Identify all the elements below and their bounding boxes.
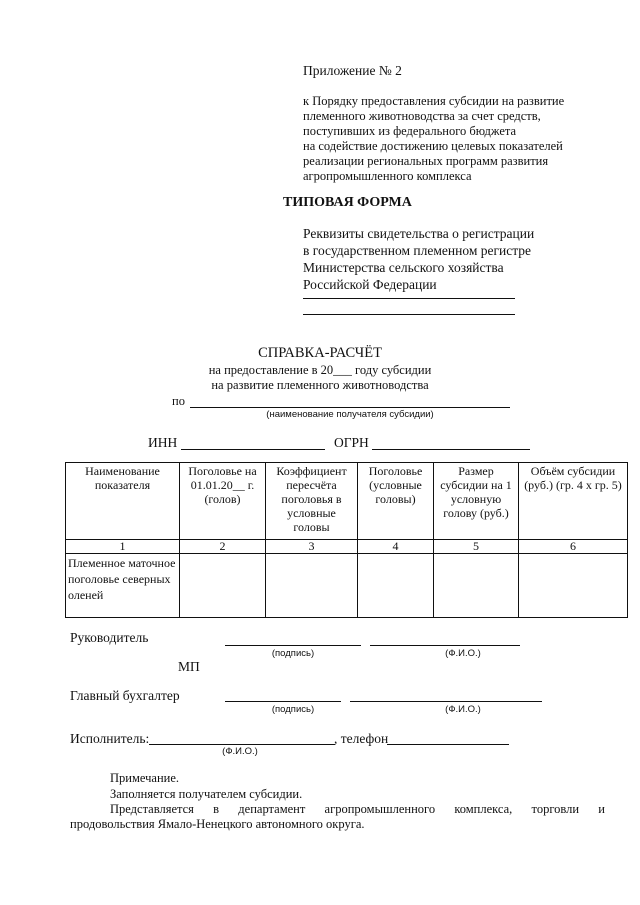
executor-label: Исполнитель: — [70, 731, 150, 746]
cell-conversion-coefficient[interactable] — [266, 554, 358, 618]
recipient-caption: (наименование получателя субсидии) — [266, 409, 434, 420]
ogrn-field[interactable] — [372, 449, 530, 450]
appendix-text — [303, 94, 623, 184]
header-subsidy-rate: Размер субсидии на 1 условную голову (руб.) — [434, 463, 519, 540]
accountant-signature-field[interactable] — [225, 701, 341, 702]
requisites-block — [303, 225, 603, 293]
accountant-signature-caption: (подпись) — [271, 704, 315, 715]
column-number: 2 — [180, 540, 266, 554]
table-row — [66, 554, 628, 618]
head-signature-field[interactable] — [225, 645, 361, 646]
table-number-row — [66, 540, 628, 554]
row-name-reindeer: Племенное маточное поголовье северных оленей — [66, 554, 180, 618]
appendix-line: агропромышленного комплекса — [303, 169, 472, 183]
column-number: 5 — [434, 540, 519, 554]
table-header-row — [66, 463, 628, 540]
ogrn-label: ОГРН — [334, 435, 369, 450]
appendix-line: племенного животноводства за счет средств, — [303, 109, 541, 123]
column-number: 1 — [66, 540, 180, 554]
appendix-line: к Порядку предоставления субсидии на развитие — [303, 94, 565, 108]
phone-field[interactable] — [387, 744, 509, 745]
cell-livestock-count[interactable] — [180, 554, 266, 618]
po-label: по — [172, 394, 185, 408]
calculation-table — [65, 462, 628, 618]
requisites-blank-2[interactable] — [303, 314, 515, 315]
stamp-label: МП — [178, 659, 200, 674]
accountant-fio-caption: (Ф.И.О.) — [445, 704, 481, 715]
form-type-title: ТИПОВАЯ ФОРМА — [283, 195, 412, 210]
phone-label: , телефон — [334, 731, 389, 746]
appendix-line: реализации региональных программ развития — [303, 154, 549, 168]
heading-line-1: на предоставление в 20___ году субсидии — [208, 363, 432, 377]
note-line-2b: продовольствия Ямало-Ненецкого автономного округа. — [70, 817, 365, 831]
requisites-line: Министерства сельского хозяйства — [303, 260, 504, 275]
header-conversion-coefficient: Коэффициент пересчёта поголовья в условные головы — [266, 463, 358, 540]
header-subsidy-volume: Объём субсидии (руб.) (гр. 4 x гр. 5) — [519, 463, 628, 540]
column-number: 3 — [266, 540, 358, 554]
requisites-line: в государственном племенном регистре — [303, 243, 532, 258]
appendix-line: на содействие достижению целевых показателей — [303, 139, 563, 153]
head-fio-field[interactable] — [370, 645, 520, 646]
appendix-line: поступивших из федерального бюджета — [303, 124, 517, 138]
document-title: СПРАВКА-РАСЧЁТ — [258, 345, 382, 361]
cell-subsidy-rate[interactable] — [434, 554, 519, 618]
header-livestock-count: Поголовье на 01.01.20__ г. (голов) — [180, 463, 266, 540]
head-signature-caption: (подпись) — [271, 648, 315, 659]
note-line-1: Заполняется получателем субсидии. — [110, 787, 303, 801]
header-indicator-name: Наименование показателя — [66, 463, 180, 540]
heading-line-2: на развитие племенного животноводства — [211, 378, 429, 392]
accountant-fio-field[interactable] — [350, 701, 542, 702]
executor-fio-caption: (Ф.И.О.) — [222, 746, 258, 757]
requisites-blank-1[interactable] — [303, 298, 515, 299]
head-fio-caption: (Ф.И.О.) — [445, 648, 481, 659]
header-conditional-heads: Поголовье (условные головы) — [358, 463, 434, 540]
head-label: Руководитель — [70, 630, 149, 645]
executor-fio-field[interactable] — [149, 744, 335, 745]
cell-conditional-heads[interactable] — [358, 554, 434, 618]
note-line-2a: Представляется в департамент агропромышленного комплекса, торговли и — [110, 802, 605, 816]
requisites-line: Реквизиты свидетельства о регистрации — [303, 226, 535, 241]
inn-label: ИНН — [148, 435, 178, 450]
appendix-title: Приложение № 2 — [303, 63, 402, 78]
requisites-line: Российской Федерации — [303, 277, 437, 292]
cell-subsidy-volume[interactable] — [519, 554, 628, 618]
recipient-name-field[interactable] — [190, 407, 510, 408]
accountant-label: Главный бухгалтер — [70, 688, 180, 703]
column-number: 6 — [519, 540, 628, 554]
note-title: Примечание. — [110, 771, 180, 785]
column-number: 4 — [358, 540, 434, 554]
inn-field[interactable] — [181, 449, 325, 450]
